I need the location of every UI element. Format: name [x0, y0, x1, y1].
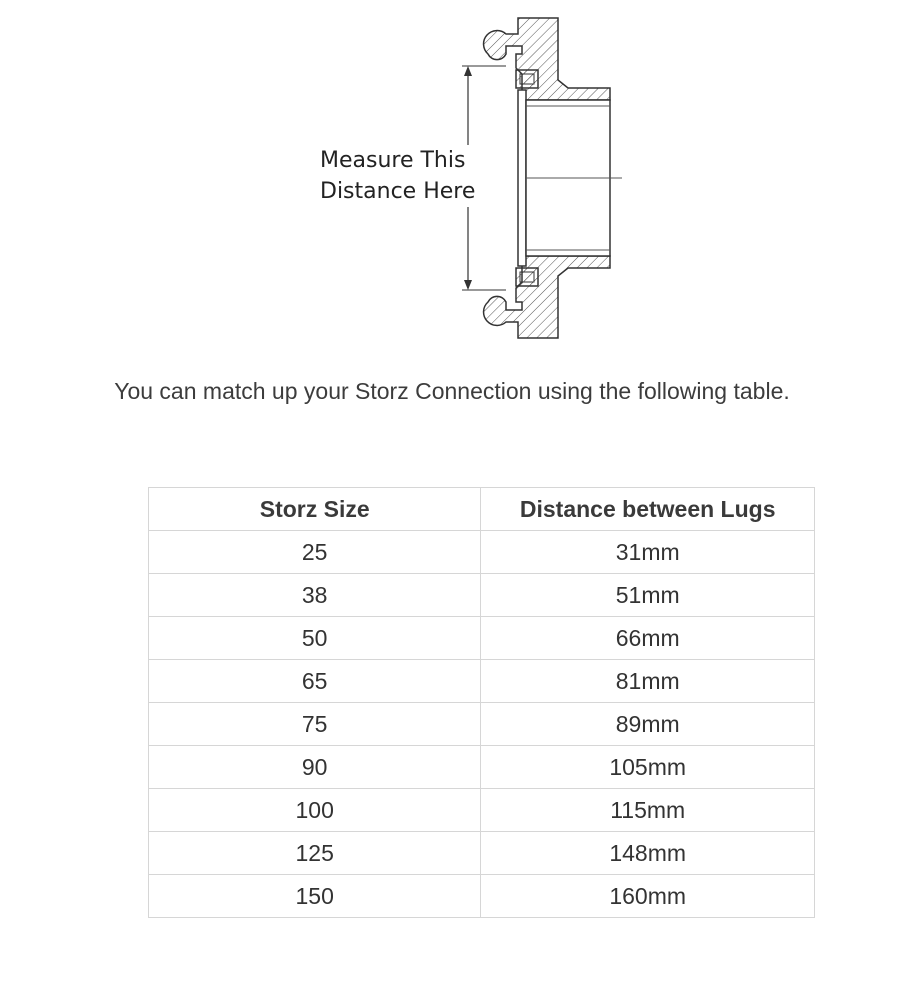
cell-lug-distance: 148mm: [481, 832, 815, 875]
cell-storz-size: 125: [149, 832, 481, 875]
cell-lug-distance: 81mm: [481, 660, 815, 703]
header-storz-size: Storz Size: [149, 488, 481, 531]
table-row: [149, 746, 815, 789]
intro-text: You can match up your Storz Connection using the following table.: [114, 378, 790, 404]
table-row: [149, 875, 815, 918]
cell-lug-distance: 31mm: [481, 531, 815, 574]
measure-label-line1: Measure This: [320, 148, 466, 173]
cell-lug-distance: 105mm: [481, 746, 815, 789]
table-row: [149, 660, 815, 703]
cell-storz-size: 90: [149, 746, 481, 789]
cell-storz-size: 100: [149, 789, 481, 832]
cell-lug-distance: 115mm: [481, 789, 815, 832]
table-row: [149, 531, 815, 574]
cell-lug-distance: 51mm: [481, 574, 815, 617]
cell-storz-size: 50: [149, 617, 481, 660]
table-row: [149, 703, 815, 746]
cell-lug-distance: 160mm: [481, 875, 815, 918]
cell-storz-size: 75: [149, 703, 481, 746]
cell-lug-distance: 89mm: [481, 703, 815, 746]
measure-label-line2: Distance Here: [320, 179, 476, 204]
cell-storz-size: 150: [149, 875, 481, 918]
header-distance-between-lugs: Distance between Lugs: [481, 488, 815, 531]
table-row: [149, 617, 815, 660]
cell-lug-distance: 66mm: [481, 617, 815, 660]
table-row: [149, 832, 815, 875]
table-row: [149, 789, 815, 832]
cell-storz-size: 25: [149, 531, 481, 574]
table-row: [149, 574, 815, 617]
cell-storz-size: 65: [149, 660, 481, 703]
table-header-row: [149, 488, 815, 531]
storz-size-table: [148, 487, 815, 918]
cell-storz-size: 38: [149, 574, 481, 617]
